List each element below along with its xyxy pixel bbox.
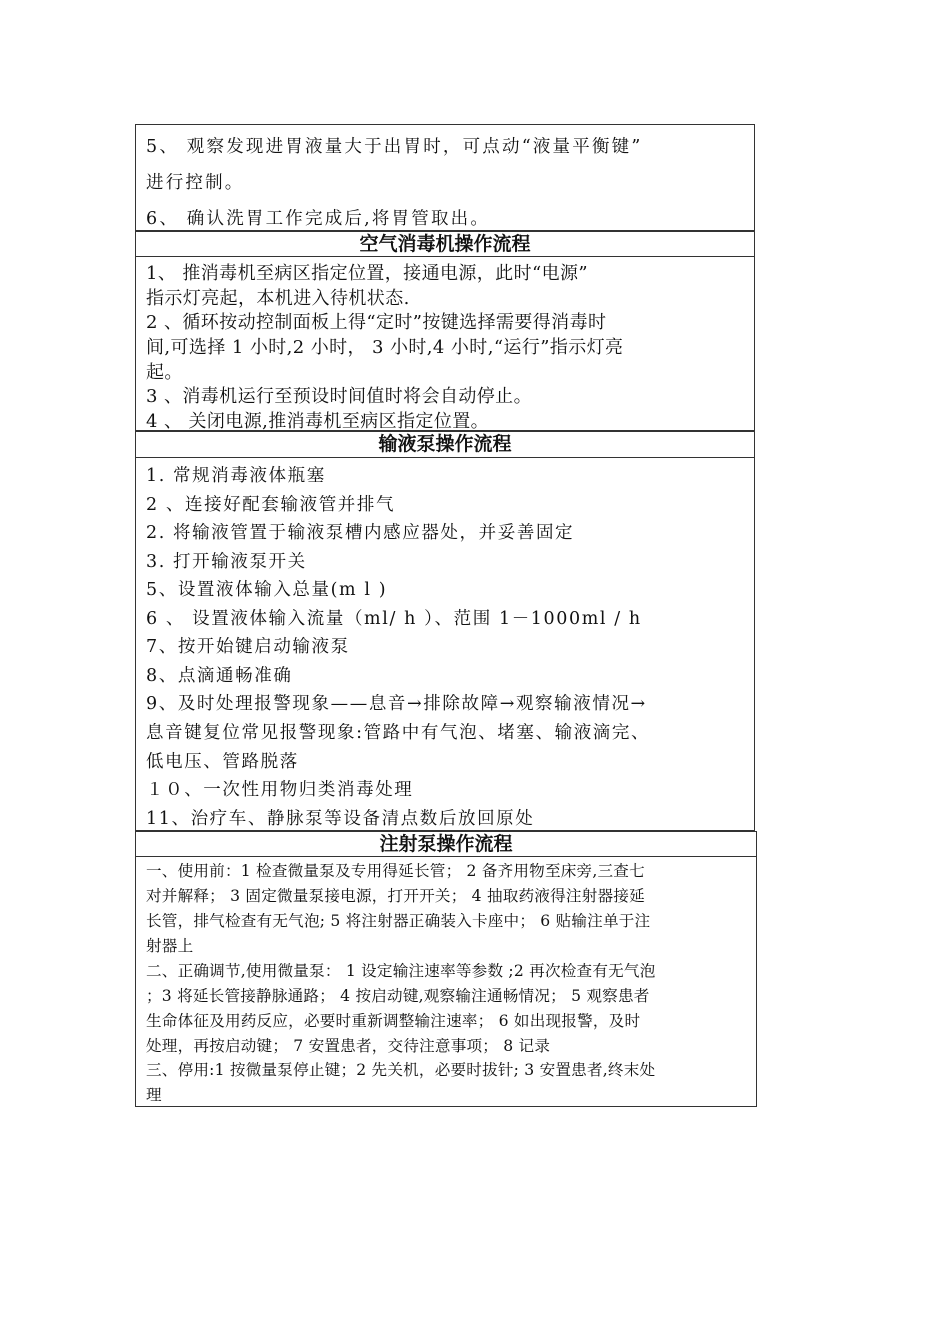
syringe-step: 理	[146, 1086, 162, 1104]
syringe-step: 处理，再按启动键； 7 安置患者，交待注意事项； 8 记录	[146, 1037, 551, 1055]
infusion-step: 低电压、管路脱落	[146, 752, 299, 772]
syringe-step: 射器上	[146, 937, 194, 955]
infusion-step: 8、点滴通畅准确	[146, 666, 293, 686]
air-disinfection-steps-box	[135, 256, 755, 431]
infusion-step: 9、及时处理报警现象——息音→排除故障→观察输液情况→	[146, 694, 647, 714]
infusion-step: 3. 打开输液泵开关	[146, 552, 307, 572]
air-step-4: 4 、 关闭电源,推消毒机至病区指定位置。	[146, 411, 490, 432]
syringe-pump-title: 注射泵操作流程	[135, 831, 757, 857]
infusion-step: 2 、连接好配套输液管并排气	[146, 495, 396, 515]
air-step-3: 3 、消毒机运行至预设时间值时将会自动停止。	[146, 386, 532, 407]
syringe-step: ；3 将延长管接静脉通路； 4 按启动键,观察输注通畅情况； 5 观察患者	[146, 987, 650, 1005]
air-disinfection-title: 空气消毒机操作流程	[135, 231, 755, 257]
infusion-step: 2. 将输液管置于输液泵槽内感应器处，并妥善固定	[146, 523, 575, 543]
gastric-step-6: 6、 确认洗胃工作完成后,将胃管取出。	[146, 209, 491, 229]
infusion-step: 11、治疗车、静脉泵等设备清点数后放回原处	[146, 809, 535, 829]
syringe-step: 三、停用:1 按微量泵停止键；2 先关机，必要时拔针; 3 安置患者,终末处	[146, 1061, 656, 1079]
infusion-step: 息音键复位常见报警现象:管路中有气泡、堵塞、输液滴完、	[146, 723, 651, 743]
infusion-step: 7、按开始键启动输液泵	[146, 637, 350, 657]
syringe-step: 对并解释； 3 固定微量泵接电源，打开开关； 4 抽取药液得注射器接延	[146, 887, 645, 905]
syringe-step: 二、正确调节,使用微量泵： 1 设定输注速率等参数 ;2 再次检查有无气泡	[146, 962, 656, 980]
infusion-step: 5、设置液体输入总量(m l )	[146, 580, 388, 600]
syringe-pump-steps-box	[135, 856, 757, 1107]
air-step-1-line1: 1、 推消毒机至病区指定位置，接通电源，此时“电源”	[146, 263, 588, 284]
air-step-1-line2: 指示灯亮起，本机进入待机状态.	[146, 288, 410, 309]
infusion-pump-title: 输液泵操作流程	[135, 431, 755, 458]
gastric-step-5-line1: 5、 观察发现进胃液量大于出胃时，可点动“液量平衡键”	[146, 137, 643, 157]
gastric-step-5-line2: 进行控制。	[146, 173, 245, 193]
syringe-step: 一、使用前：1 检查微量泵及专用得延长管； 2 备齐用物至床旁,三查七	[146, 862, 645, 880]
infusion-step: 6 、 设置液体输入流量（ml/ h ）、范围 1－1000ml / h	[146, 609, 642, 629]
air-step-2-line3: 起。	[146, 362, 183, 383]
infusion-step: １０、一次性用物归类消毒处理	[146, 780, 414, 800]
syringe-step: 长管，排气检查有无气泡; 5 将注射器正确装入卡座中； 6 贴输注单于注	[146, 912, 651, 930]
infusion-step: 1. 常规消毒液体瓶塞	[146, 466, 326, 486]
air-step-2-line2: 间,可选择 1 小时,2 小时， 3 小时,4 小时,“运行”指示灯亮	[146, 337, 624, 358]
air-step-2-line1: 2 、循环按动控制面板上得“定时”按键选择需要得消毒时	[146, 312, 607, 333]
infusion-pump-steps-box	[135, 457, 755, 831]
gastric-lavage-steps-box	[135, 124, 755, 231]
syringe-step: 生命体征及用药反应，必要时重新调整输注速率； 6 如出现报警，及时	[146, 1012, 641, 1030]
